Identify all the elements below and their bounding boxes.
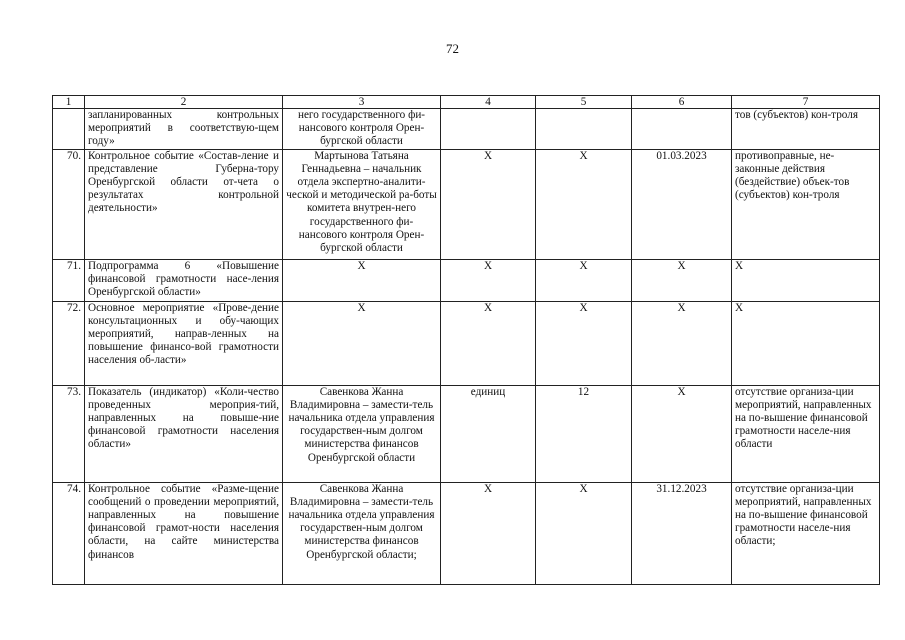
event-name-cell: Подпрограмма 6 «Повышение финансовой грамотности насе-ления Оренбургской области» bbox=[85, 259, 283, 301]
table-row bbox=[53, 259, 880, 301]
header-cell: 7 bbox=[732, 96, 880, 109]
value-cell: Х bbox=[536, 149, 632, 259]
table-row bbox=[53, 482, 880, 584]
risk-cell: отсутствие организа-ции мероприятий, направленных на по-вышение финансовой грамотности населе-ния области; bbox=[732, 482, 880, 584]
responsible-cell: Х bbox=[283, 259, 441, 301]
unit-cell: Х bbox=[441, 259, 536, 301]
value-cell bbox=[536, 109, 632, 150]
risk-cell: отсутствие организа-ции мероприятий, направленных на по-вышение финансовой грамотности населе-ния области bbox=[732, 385, 880, 482]
unit-cell: Х bbox=[441, 149, 536, 259]
risk-cell: Х bbox=[732, 259, 880, 301]
page-number: 72 bbox=[446, 41, 459, 56]
date-cell: Х bbox=[632, 385, 732, 482]
header-cell: 5 bbox=[536, 96, 632, 109]
value-cell: Х bbox=[536, 301, 632, 385]
row-number-cell: 74. bbox=[53, 482, 85, 584]
row-number-cell: 71. bbox=[53, 259, 85, 301]
value-cell: 12 bbox=[536, 385, 632, 482]
responsible-cell: него государственного фи-нансового контроля Орен-бургской области bbox=[283, 109, 441, 150]
date-cell: Х bbox=[632, 259, 732, 301]
document-table bbox=[52, 95, 880, 585]
risk-cell: тов (субъектов) кон-троля bbox=[732, 109, 880, 150]
event-name-cell: Контрольное событие «Состав-ление и представление Губерна-тору Оренбургской области от-чета о результатах контрольной деятельности» bbox=[85, 149, 283, 259]
responsible-cell: Савенкова Жанна Владимировна – замести-тель начальника отдела управления государствен-ным долгом министерства финансов Оренбургской области; bbox=[283, 482, 441, 584]
unit-cell: Х bbox=[441, 482, 536, 584]
row-number-cell bbox=[53, 109, 85, 150]
responsible-cell: Мартынова Татьяна Геннадьевна – начальник отдела экспертно-аналити-ческой и методической ра-боты комитета внутрен-него государственного фи-нансового контроля Орен-бургской области bbox=[283, 149, 441, 259]
date-cell: Х bbox=[632, 301, 732, 385]
event-name-cell: Показатель (индикатор) «Коли-чество проведенных мероприя-тий, направленных на повыше-ние финансовой грамотности населения области» bbox=[85, 385, 283, 482]
unit-cell: единиц bbox=[441, 385, 536, 482]
header-cell: 2 bbox=[85, 96, 283, 109]
responsible-cell: Х bbox=[283, 301, 441, 385]
row-number-cell: 72. bbox=[53, 301, 85, 385]
header-cell: 6 bbox=[632, 96, 732, 109]
date-cell: 01.03.2023 bbox=[632, 149, 732, 259]
header-cell: 4 bbox=[441, 96, 536, 109]
table-header-row bbox=[53, 96, 880, 109]
unit-cell: Х bbox=[441, 301, 536, 385]
risk-cell: противоправные, не-законные действия (бездействие) объек-тов (субъектов) кон-троля bbox=[732, 149, 880, 259]
value-cell: Х bbox=[536, 482, 632, 584]
event-name-cell: запланированных контрольных мероприятий в соответствую-щем году» bbox=[85, 109, 283, 150]
table-row bbox=[53, 385, 880, 482]
event-name-cell: Основное мероприятие «Прове-дение консультационных и обу-чающих мероприятий, направ-ленных на повышение финансо-вой грамотности населения об-ласти» bbox=[85, 301, 283, 385]
row-number-cell: 73. bbox=[53, 385, 85, 482]
table-row bbox=[53, 149, 880, 259]
header-cell: 3 bbox=[283, 96, 441, 109]
date-cell: 31.12.2023 bbox=[632, 482, 732, 584]
responsible-cell: Савенкова Жанна Владимировна – замести-тель начальника отдела управления государствен-ным долгом министерства финансов Оренбургской области bbox=[283, 385, 441, 482]
unit-cell bbox=[441, 109, 536, 150]
event-name-cell: Контрольное событие «Разме-щение сообщений о проведении мероприятий, направленных на повышение финансовой грамот-ности населения области, на сайте министерства финансов bbox=[85, 482, 283, 584]
value-cell: Х bbox=[536, 259, 632, 301]
row-number-cell: 70. bbox=[53, 149, 85, 259]
table-row bbox=[53, 109, 880, 150]
header-cell: 1 bbox=[53, 96, 85, 109]
risk-cell: Х bbox=[732, 301, 880, 385]
table-row bbox=[53, 301, 880, 385]
date-cell bbox=[632, 109, 732, 150]
